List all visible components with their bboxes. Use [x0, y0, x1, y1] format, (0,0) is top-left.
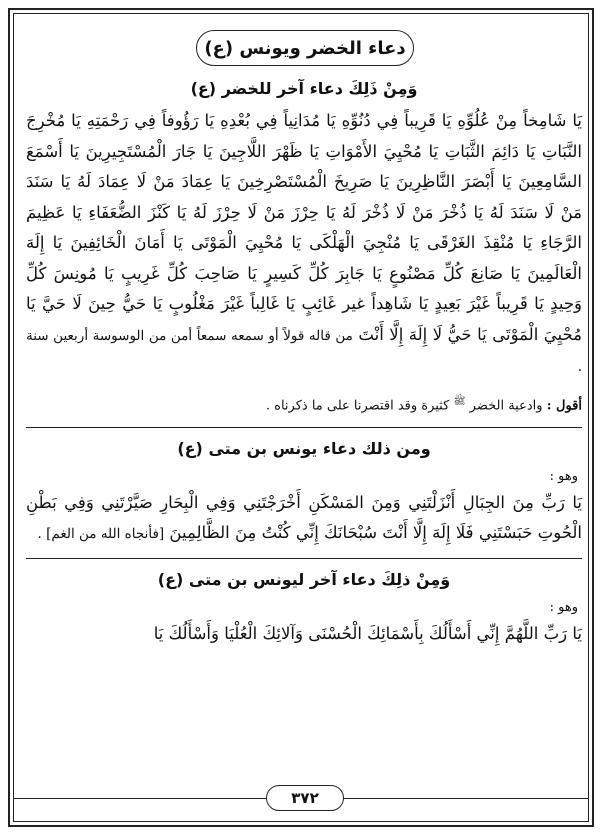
section-divider: [26, 427, 582, 428]
yunus-intro: وهو :: [549, 468, 578, 484]
section-divider-2: [26, 558, 582, 559]
page-number-cartouche: [266, 785, 344, 811]
yunus2-prayer: يَا رَبِّ اللَّهُمَّ إِنِّي أَسْأَلُكَ بِأَسْمَائِكَ الْحُسْنَى وَآلائِكَ الْعُلْيَا وَأَسْأَلُكَ يَا: [153, 623, 582, 643]
header-cartouche: [196, 30, 414, 66]
page-title: دعاء الخضر ويونس (ع): [204, 37, 406, 59]
yunus-prayer: [26, 488, 582, 550]
note-text-2: كثيرة وقد اقتصرنا على ما ذكرناه .: [265, 397, 450, 413]
page-content: [26, 72, 582, 649]
yunus-prayer-text: يَا رَبِّ مِنَ الجِبَالِ أَنْزَلْتَنِي وَمِنَ المَسْكَنِ أَخْرَجْتَنِي وَفِي الْبِحَارِ صَيَّرْتَنِي وَفِي بَطْنِ الْحُوتِ حَبَسْتَنِي فَلَا إِلَهَ إِلَّا أَنْتَ سُبْحَانَكَ إِنِّي كُنْتُ مِنَ الظَّالِمِينَ: [26, 492, 582, 543]
note-text: وادعية الخضر: [469, 397, 543, 413]
page-number: ٣٧٢: [291, 789, 319, 807]
section-heading-khidr: وَمِنْ ذَلِكَ دعاء آخر للخضر (ع): [190, 79, 418, 98]
author-note: [26, 389, 582, 419]
section-heading-yunus: ومن ذلك دعاء يونس بن متى (ع): [177, 438, 431, 458]
yunus2-intro: وهو :: [549, 599, 578, 615]
yunus-prayer-tail: [فأنجاه الله من الغم] .: [37, 526, 165, 543]
honorific-mark: ﷺ: [453, 395, 466, 407]
khidr-prayer-text: يَا شَامِخاً مِنْ عُلُوِّهِ يَا قَرِيباً فِي دُنُوِّهِ يَا مُدَانِياً فِي بُعْدِهِ يَا رَؤُوفاً فِي رَحْمَتِهِ يَا مُخْرِجَ النَّبَاتِ يَا دَائِمَ الثَّبَاتِ يَا مُحْيِيَ الأَمْوَاتِ يَا ظَهْرَ اللَّاجِينَ يَا جَارَ الْمُسْتَجِيرِينَ يَا أَسْمَعَ السَّامِعِينَ يَا أَبْصَرَ النَّاظِرِينَ يَا صَرِيخَ الْمُسْتَصْرِخِينَ يَا عِمَادَ مَنْ لَا عِمَادَ لَهُ يَا سَنَدَ مَنْ لَا سَنَدَ لَهُ يَا ذُخْرَ مَنْ لَا ذُخْرَ لَهُ يَا حِرْزَ مَنْ لَا حِرْزَ لَهُ يَا كَنْزَ الضُّعَفَاءِ يَا عَظِيمَ الرَّجَاءِ يَا مُنْقِذَ الغَرْقَى يَا مُنْجِيَ الْهَلْكَى يَا مُحْيِيَ الْمَوْتَى يَا أَمَانَ الْخَائِفِينَ يَا إِلَهَ الْعَالَمِينَ يَا صَانِعَ كُلِّ مَصْنُوعٍ يَا جَابِرَ كُلِّ كَسِيرٍ يَا صَاحِبَ كُلِّ غَرِيبٍ يَا مُونِسَ كُلِّ وَحِيدٍ يَا قَرِيباً غَيْرَ بَعِيدٍ يَا شَاهِداً غير غَائِبٍ يَا غَالِباً غَيْرَ مَغْلُوبٍ يَا حَيُّ حِينَ لَا حَيَّ يَا مُحْيِيَ الْمَوْتَى يَا حَيُّ لَا إِلَهَ إِلَّا أَنْتَ: [26, 111, 583, 344]
section-heading-yunus-2: وَمِنْ ذلِكَ دعاء آخر ليونس بن متى (ع): [157, 569, 451, 589]
khidr-prayer-tail: من قاله قولاً أو سمعه سمعاً أمن من الوسوسة أربعين سنة .: [26, 327, 582, 375]
note-label: أقول :: [546, 397, 582, 413]
khidr-prayer: [26, 106, 582, 383]
